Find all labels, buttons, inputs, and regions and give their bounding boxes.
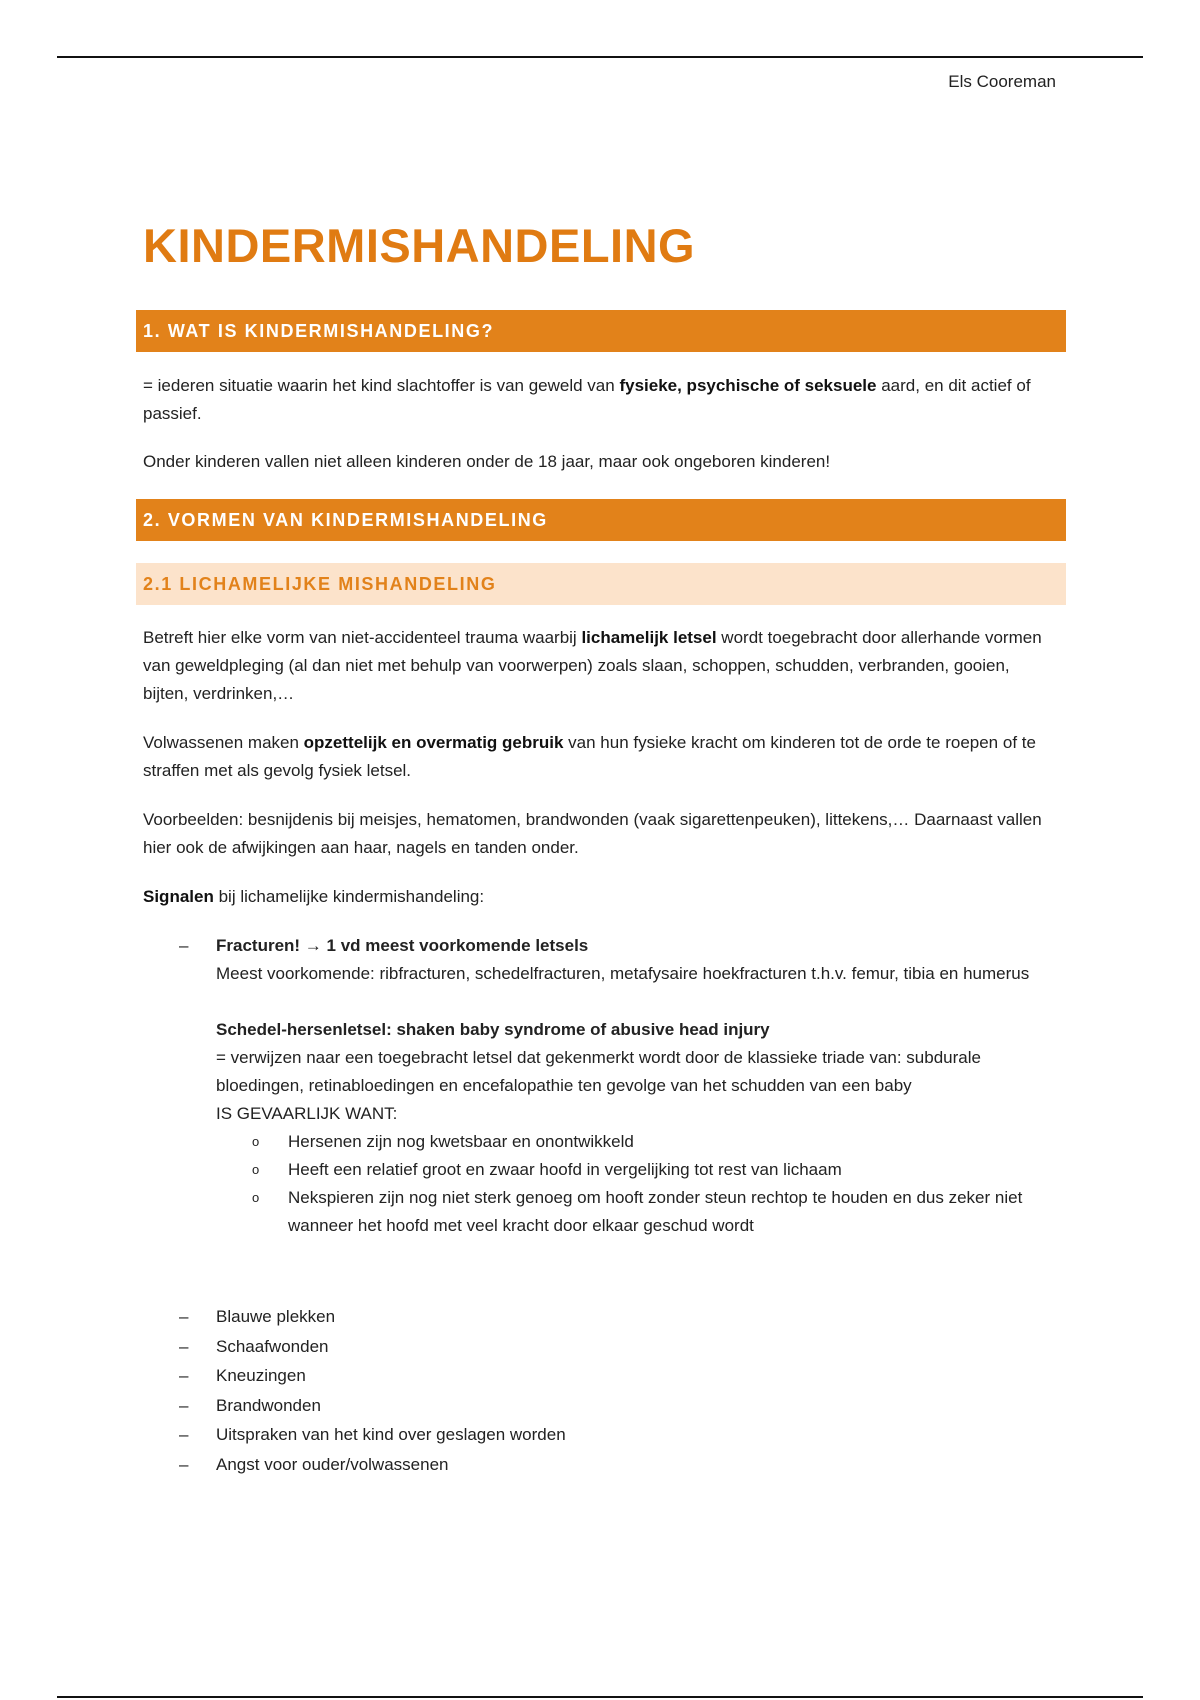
adults-force-paragraph: Volwassenen maken opzettelijk en overmatig gebruik van hun fysieke kracht om kinderen tot de orde te roepen of te straffen met als gevolg fysiek letsel. xyxy=(143,733,1036,780)
section-heading-1: 1. WAT IS KINDERMISHANDELING? xyxy=(136,310,1066,352)
list-item: – Blauwe plekken xyxy=(143,1302,1063,1332)
signals-list-main xyxy=(143,932,1063,1240)
header-rule xyxy=(57,56,1143,58)
fractures-text: Meest voorkomende: ribfracturen, schedelfracturen, metafysaire hoekfracturen t.h.v. femur, tibia en humerus xyxy=(216,964,1030,983)
dash-bullet: – xyxy=(179,1425,189,1444)
fractures-heading: Fracturen! → 1 vd meest voorkomende letsels xyxy=(216,936,589,955)
list-item: – Kneuzingen xyxy=(143,1361,1063,1391)
subsection-heading-2-1: 2.1 LICHAMELIJKE MISHANDELING xyxy=(136,563,1066,605)
dash-bullet: – xyxy=(179,1395,189,1415)
list-item: – Uitspraken van het kind over geslagen worden xyxy=(143,1420,1063,1450)
shaken-baby-text: = verwijzen naar een toegebracht letsel dat gekenmerkt wordt door de klassieke triade van: subdurale bloedingen, retinabloedingen en encefalopathie ten gevolge van het schudden van een baby xyxy=(216,1048,981,1095)
circle-bullet: o xyxy=(252,1134,260,1149)
dash-bullet: – xyxy=(179,936,189,955)
shaken-baby-warning: IS GEVAARLIJK WANT: xyxy=(216,1104,398,1123)
document-title: KINDERMISHANDELING xyxy=(143,219,696,272)
list-item: o Heeft een relatief groot en zwaar hoofd in vergelijking tot rest van lichaam xyxy=(216,1156,1063,1184)
list-item: o Nekspieren zijn nog niet sterk genoeg om hooft zonder steun rechtop te houden en dus zeker niet wanneer het hoofd met veel kracht door elkaar geschud wordt xyxy=(216,1184,1063,1240)
author-name: Els Cooreman xyxy=(948,72,1056,91)
shaken-baby-heading: Schedel-hersenletsel: shaken baby syndrome of abusive head injury xyxy=(216,1020,770,1039)
dash-bullet: – xyxy=(179,1366,189,1385)
list-item-fractures xyxy=(143,932,1063,1240)
dash-bullet: – xyxy=(179,1454,189,1474)
dash-bullet: – xyxy=(179,1336,189,1356)
circle-bullet: o xyxy=(252,1162,260,1177)
list-item: – Schaafwonden xyxy=(143,1332,1063,1362)
signals-intro: Signalen bij lichamelijke kindermishandeling: xyxy=(143,887,485,906)
examples-paragraph: Voorbeelden: besnijdenis bij meisjes, hematomen, brandwonden (vaak sigarettenpeuken), littekens,… Daarnaast vallen hier ook de afwijkingen aan haar, nagels en tanden onder. xyxy=(143,810,1042,857)
dash-bullet: – xyxy=(179,1307,189,1326)
physical-abuse-definition: Betreft hier elke vorm van niet-accidenteel trauma waarbij lichamelijk letsel wordt toegebracht door allerhande vormen van geweldpleging (al dan niet met behulp van voorwerpen) zoals slaan, schoppen, schudden, verbranden, gooien, bijten, verdrinken,… xyxy=(143,628,1042,703)
unborn-children-paragraph: Onder kinderen vallen niet alleen kinderen onder de 18 jaar, maar ook ongeboren kinderen! xyxy=(143,452,831,471)
list-item: – Angst voor ouder/volwassenen xyxy=(143,1450,1063,1480)
circle-bullet: o xyxy=(252,1190,260,1205)
section-heading-2: 2. VORMEN VAN KINDERMISHANDELING xyxy=(136,499,1066,541)
footer-rule xyxy=(57,1696,1143,1698)
list-item: o Hersenen zijn nog kwetsbaar en onontwikkeld xyxy=(216,1128,1063,1156)
signals-list-secondary xyxy=(143,1302,1063,1479)
list-item: – Brandwonden xyxy=(143,1391,1063,1421)
definition-paragraph: = iederen situatie waarin het kind slachtoffer is van geweld van fysieke, psychische of seksuele aard, en dit actief of passief. xyxy=(143,376,1031,423)
danger-reasons-list xyxy=(216,1128,1063,1240)
